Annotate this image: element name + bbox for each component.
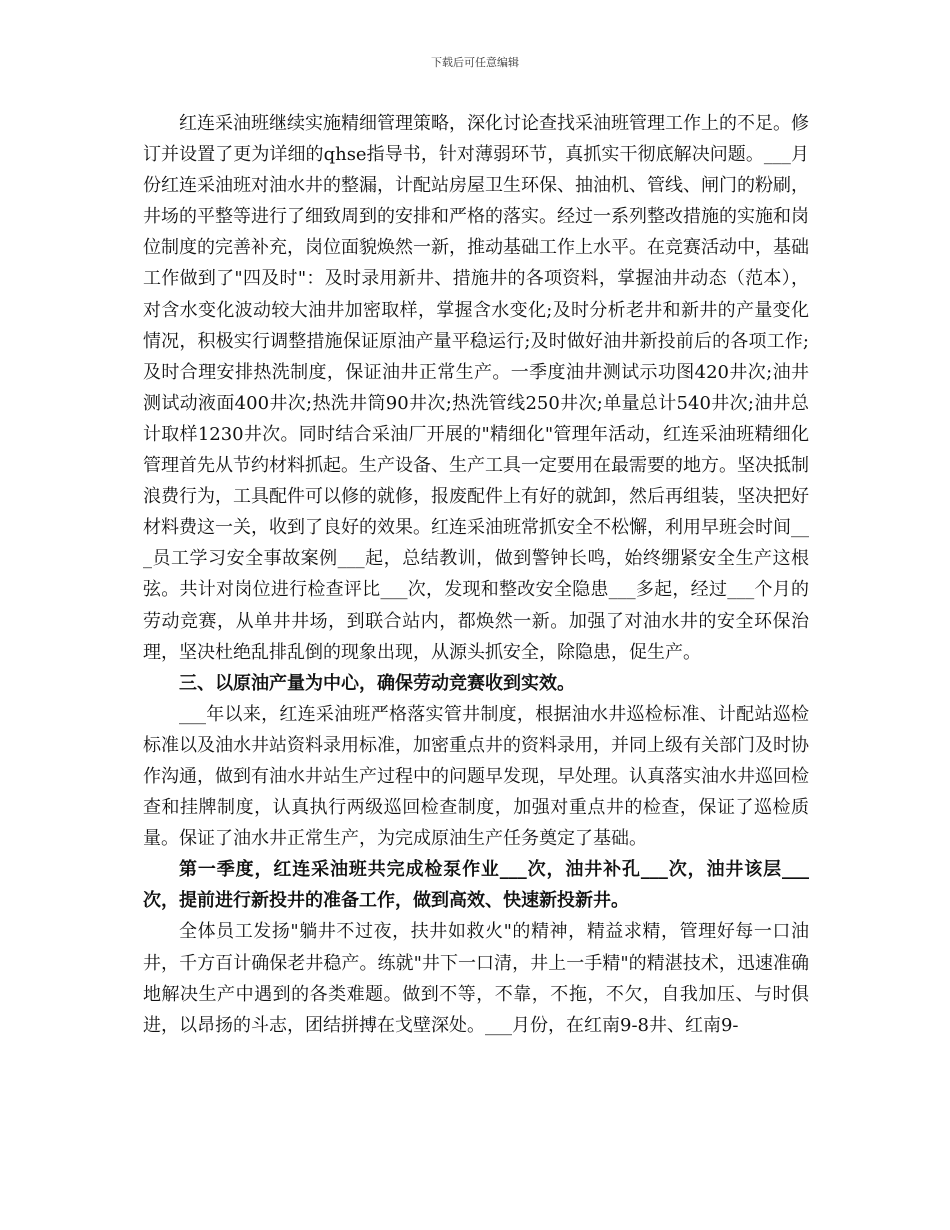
body-paragraph: 全体员工发扬"躺井不过夜，扶井如救火"的精神，精益求精，管理好每一口油井，千方百计确保老井稳产。练就"井下一口清，井上一手精"的精湛技术，迅速准确地解决生产中遇到的各类难题。做到不等，不靠，不拖，不欠，自我加压、与时俱进，以昂扬的斗志，团结拼搏在戈壁深处。___月份，在红南9-8井、红南9- — [143, 921, 809, 1036]
body-paragraph: ___年以来，红连采油班严格落实管井制度，根据油水井巡检标准、计配站巡检标准以及油水井站资料录用标准，加密重点井的资料录用，并同上级有关部门及时协作沟通，做到有油水井站生产过程中的问题早发现，早处理。认真落实油水井巡回检查和挂牌制度，认真执行两级巡回检查制度，加强对重点井的检查，保证了巡检质量。保证了油水井正常生产，为完成原油生产任务奠定了基础。 — [143, 703, 809, 850]
bold-paragraph: 第一季度，红连采油班共完成检泵作业___次，油井补孔___次，油井该层___次，提前进行新投井的准备工作，做到高效、快速新投新井。 — [143, 859, 809, 912]
body-paragraph: 红连采油班继续实施精细管理策略，深化讨论查找采油班管理工作上的不足。修订并设置了更为详细的qhse指导书，针对薄弱环节，真抓实干彻底解决问题。___月份红连采油班对油水井的整漏，计配站房屋卫生环保、抽油机、管线、闸门的粉刷，井场的平整等进行了细致周到的安排和严格的落实。经过一系列整改措施的实施和岗位制度的完善补充，岗位面貌焕然一新，推动基础工作上水平。在竞赛活动中，基础工作做到了"四及时"：及时录用新井、措施井的各项资料，掌握油井动态（范本），对含水变化波动较大油井加密取样，掌握含水变化;及时分析老井和新井的产量变化情况，积极实行调整措施保证原油产量平稳运行;及时做好油井新投前后的各项工作;及时合理安排热洗制度，保证油井正常生产。一季度油井测试示功图420井次;油井测试动液面400井次;热洗井筒90井次;热洗管线250井次;单量总计540井次;油井总计取样1230井次。同时结合采油厂开展的"精细化"管理年活动，红连采油班精细化管理首先从节约材料抓起。生产设备、生产工具一定要用在最需要的地方。坚决抵制浪费行为，工具配件可以修的就修，报废配件上有好的就卸，然后再组装，坚决把好材料费这一关，收到了良好的效果。红连采油班常抓安全不松懈，利用早班会时间___员工学习安全事故案例___起，总结教训，做到警钟长鸣，始终绷紧安全生产这根弦。共计对岗位进行检查评比___次，发现和整改安全隐患___多起，经过___个月的劳动竞赛，从单井井场，到联合站内，都焕然一新。加强了对油水井的安全环保治理，坚决杜绝乱排乱倒的现象出现，从源头抓安全，除隐患，促生产。 — [143, 113, 809, 663]
section-heading: 三、以原油产量为中心，确保劳动竞赛收到实效。 — [179, 672, 575, 694]
document-body — [143, 108, 809, 1041]
page-header-note: 下载后可任意编辑 — [431, 56, 519, 69]
